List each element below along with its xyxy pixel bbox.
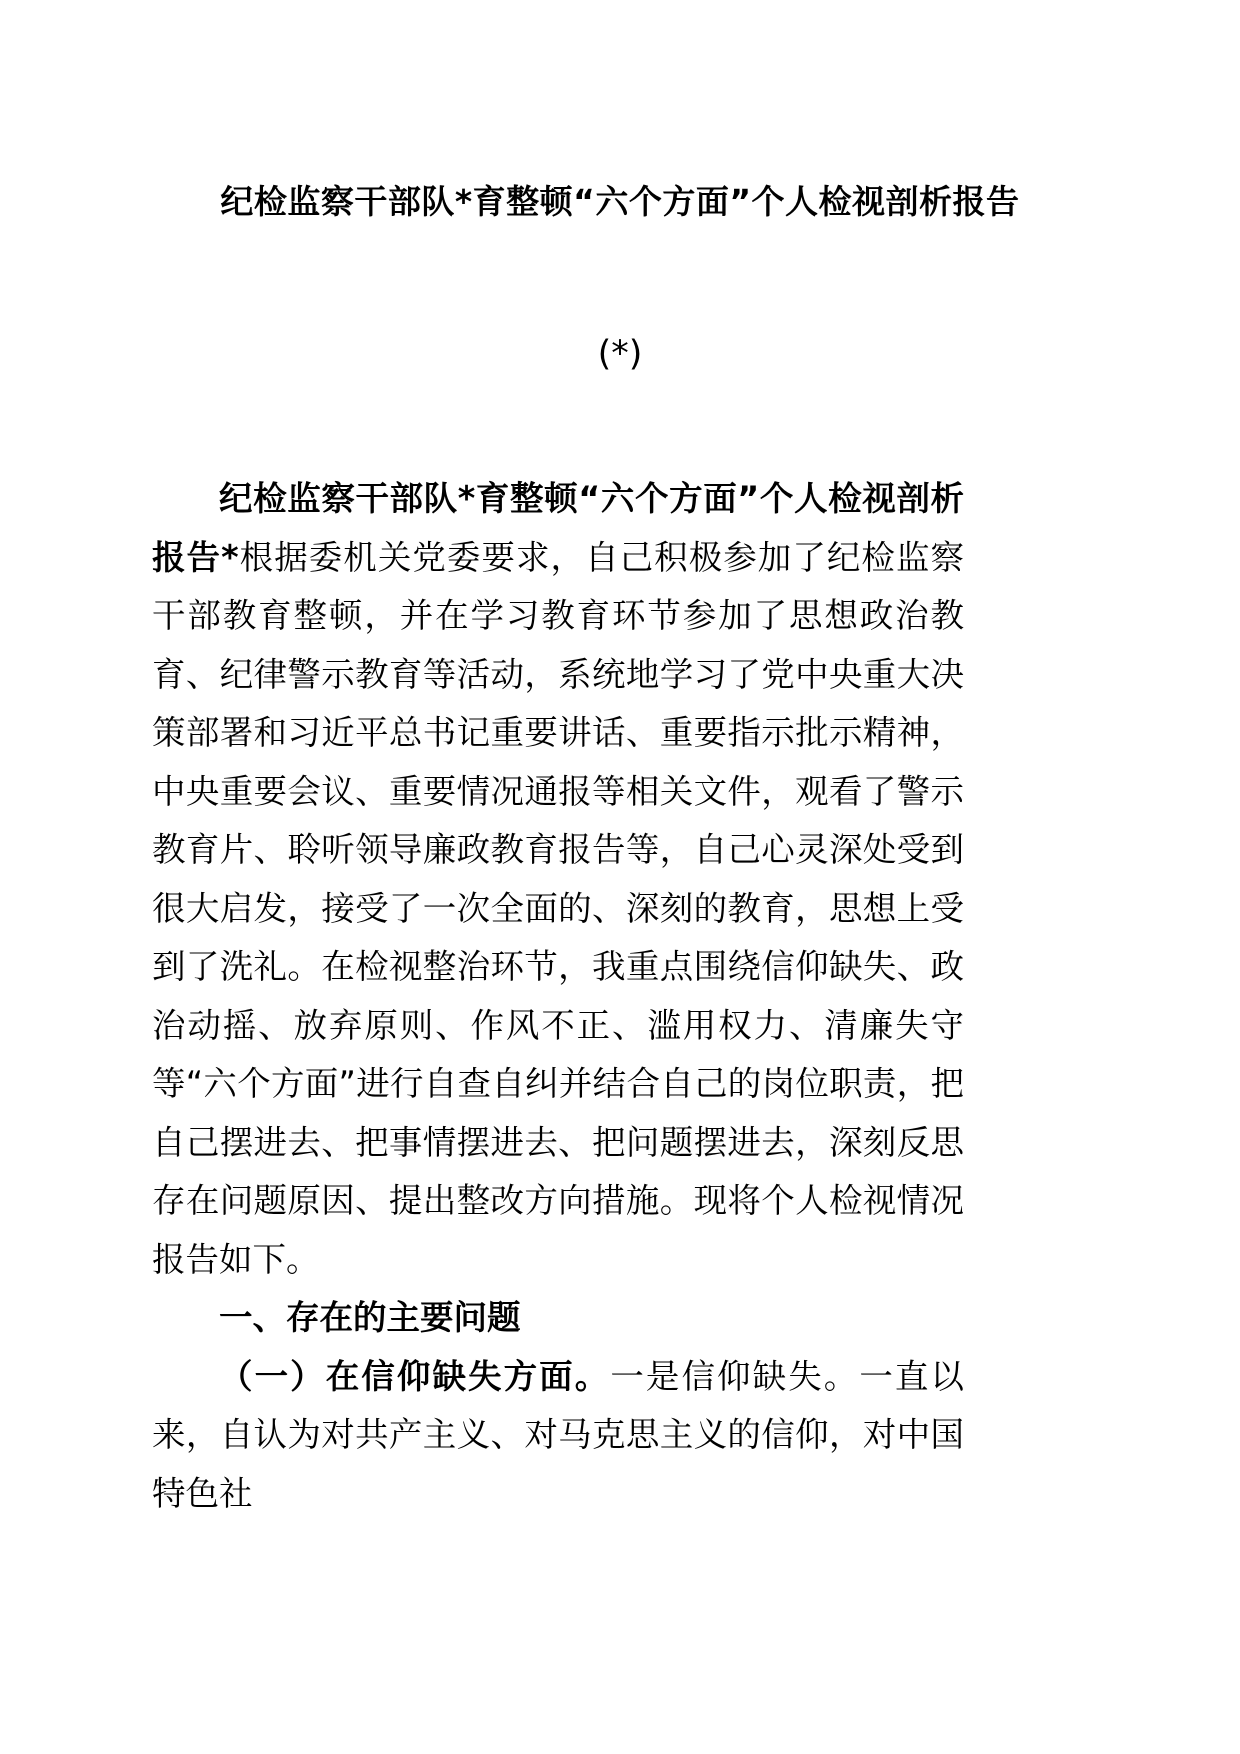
- document-subtitle: (*): [597, 334, 643, 374]
- subsection-heading-1: （一）在信仰缺失方面。: [219, 1356, 611, 1396]
- subsection-paragraph-1: [152, 1348, 964, 1524]
- intro-body-text: 根据委机关党委要求，自己积极参加了纪检监察干部教育整顿，并在学习教育环节参加了思想政治教育、纪律警示教育等活动，系统地学习了党中央重大决策部署和习近平总书记重要讲话、重要指示批示精神，中央重要会议、重要情况通报等相关文件，观看了警示教育片、聆听领导廉政教育报告等，自己心灵深处受到很大启发，接受了一次全面的、深刻的教育，思想上受到了洗礼。在检视整治环节，我重点围绕信仰缺失、政治动摇、放弃原则、作风不正、滥用权力、清廉失守等“六个方面”进行自查自纠并结合自己的岗位职责，把自己摆进去、把事情摆进去、把问题摆进去，深刻反思存在问题原因、提出整改方向措施。现将个人检视情况报告如下。: [152, 537, 964, 1279]
- section-heading-1: 一、存在的主要问题: [219, 1298, 521, 1337]
- document-title: 纪检监察干部队*育整顿“六个方面”个人检视剖析报告: [220, 182, 1020, 221]
- intro-paragraph: [152, 470, 964, 1289]
- intro-lead-in: 纪检监察干部队*育整顿“六个方面”个人检视剖析报告*: [152, 479, 964, 577]
- document-body: [152, 470, 964, 1523]
- subsection-body-text-1: 一是信仰缺失。一直以来，自认为对共产主义、对马克思主义的信仰，对中国特色社: [152, 1356, 965, 1513]
